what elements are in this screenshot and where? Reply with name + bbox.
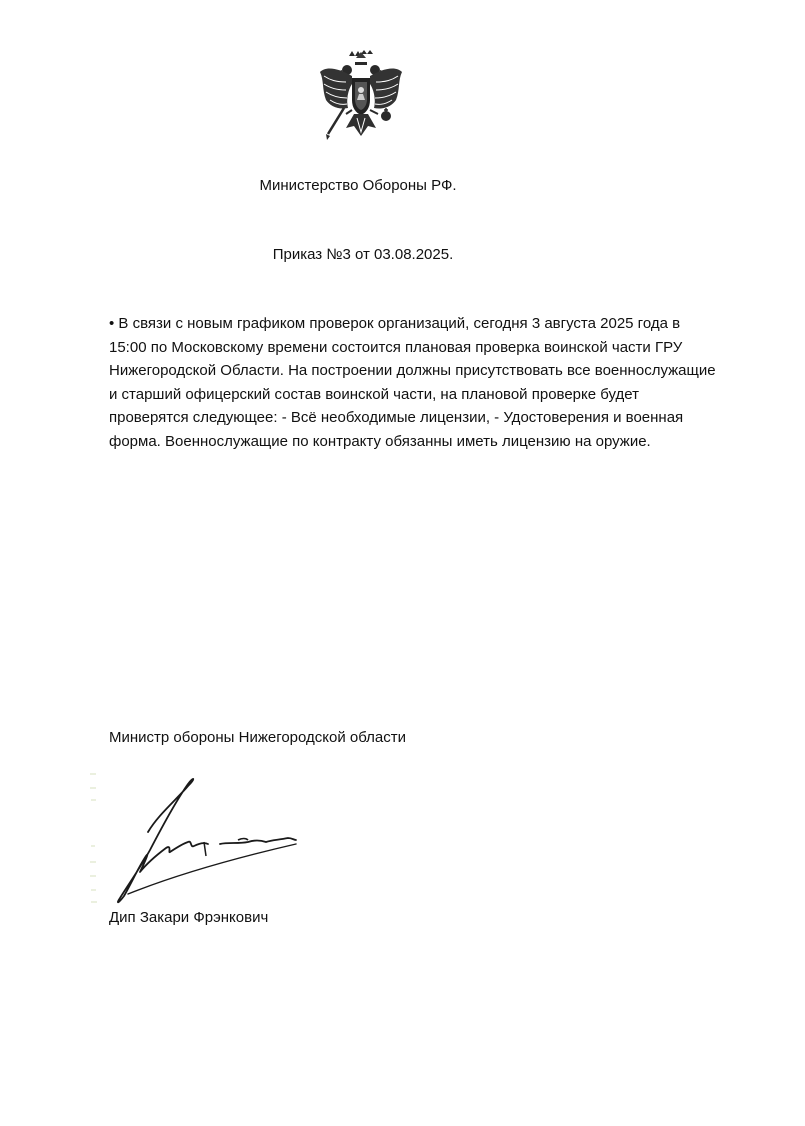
ministry-title: Министерство Обороны РФ.: [259, 177, 457, 194]
order-title: Приказ №3 от 03.08.2025.: [272, 246, 454, 263]
signer-name: Дип Закари Фрэнкович: [109, 909, 269, 926]
handwritten-signature-icon: [88, 770, 308, 910]
order-body-text: • В связи с новым графиком проверок организаций, сегодня 3 августа 2025 года в 15:00 по Московскому времени состоится плановая проверка воинской части ГРУ Нижегородской Области. На построении должны присутствовать все военнослужащие и старший офицерский состав воинской части, на плановой проверке будет проверятся следующее: - Всё необходимые лицензии, - Удостоверения и военная форма. Военнослужащие по контракту обязанны иметь лицензию на оружие.: [109, 315, 716, 450]
double-headed-eagle-icon: [316, 50, 406, 142]
signer-position: Министр обороны Нижегородской области: [109, 729, 407, 746]
